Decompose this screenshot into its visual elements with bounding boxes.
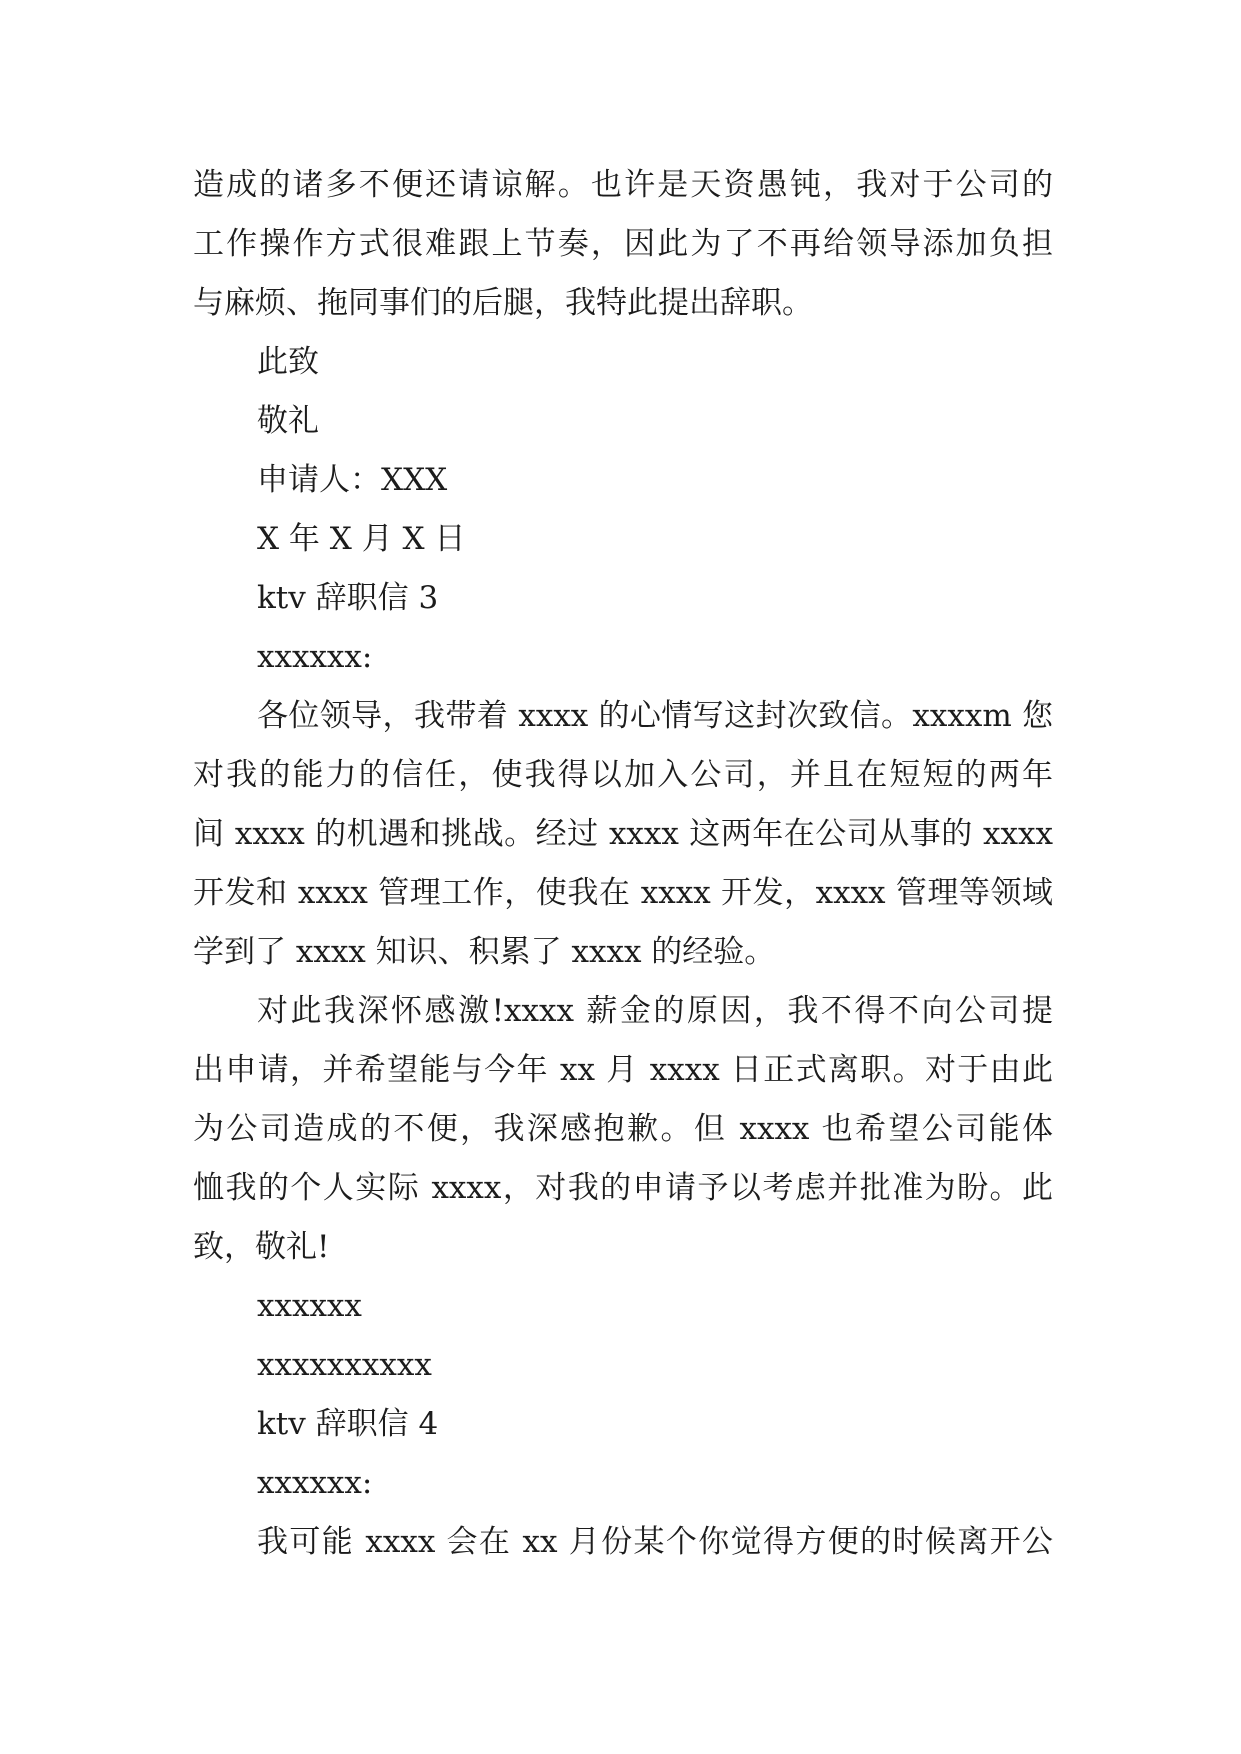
paragraph-line: 对此我深怀感激!xxxx 薪金的原因，我不得不向公司提 <box>257 993 1053 1029</box>
paragraph-line: 工作操作方式很难跟上节奏，因此为了不再给领导添加负担 <box>193 226 1053 262</box>
section-heading: ktv 辞职信 4 <box>257 1406 439 1442</box>
paragraph-line: 与麻烦、拖同事们的后腿，我特此提出辞职。 <box>193 285 813 321</box>
paragraph-line: 学到了 xxxx 知识、积累了 xxxx 的经验。 <box>193 934 776 970</box>
paragraph-line: 间 xxxx 的机遇和挑战。经过 xxxx 这两年在公司从事的 xxxx <box>193 816 1053 852</box>
closing-line: 此致 <box>257 344 319 380</box>
paragraph-line: 为公司造成的不便，我深感抱歉。但 xxxx 也希望公司能体 <box>193 1111 1053 1147</box>
paragraph-line: 开发和 xxxx 管理工作，使我在 xxxx 开发，xxxx 管理等领域 <box>193 875 1053 911</box>
paragraph-line: 恤我的个人实际 xxxx，对我的申请予以考虑并批准为盼。此 <box>193 1170 1053 1206</box>
salutation-line: xxxxxx: <box>257 639 373 675</box>
paragraph-line: 我可能 xxxx 会在 xx 月份某个你觉得方便的时候离开公 <box>257 1524 1053 1560</box>
applicant-line: 申请人：XXX <box>257 462 448 498</box>
paragraph-line: 各位领导，我带着 xxxx 的心情写这封次致信。xxxxm 您 <box>257 698 1053 734</box>
document-body <box>193 156 1053 1572</box>
paragraph-line: 对我的能力的信任，使我得以加入公司，并且在短短的两年 <box>193 757 1053 793</box>
section-heading: ktv 辞职信 3 <box>257 580 439 616</box>
signature-line: xxxxxxxxxx <box>257 1347 432 1383</box>
closing-line: 敬礼 <box>257 403 319 439</box>
date-line: X 年 X 月 X 日 <box>257 521 466 557</box>
salutation-line: xxxxxx: <box>257 1465 373 1501</box>
signature-line: xxxxxx <box>257 1288 362 1324</box>
paragraph-line: 出申请，并希望能与今年 xx 月 xxxx 日正式离职。对于由此 <box>193 1052 1053 1088</box>
paragraph-line: 造成的诸多不便还请谅解。也许是天资愚钝，我对于公司的 <box>193 167 1053 203</box>
paragraph-line: 致，敬礼! <box>193 1229 330 1265</box>
